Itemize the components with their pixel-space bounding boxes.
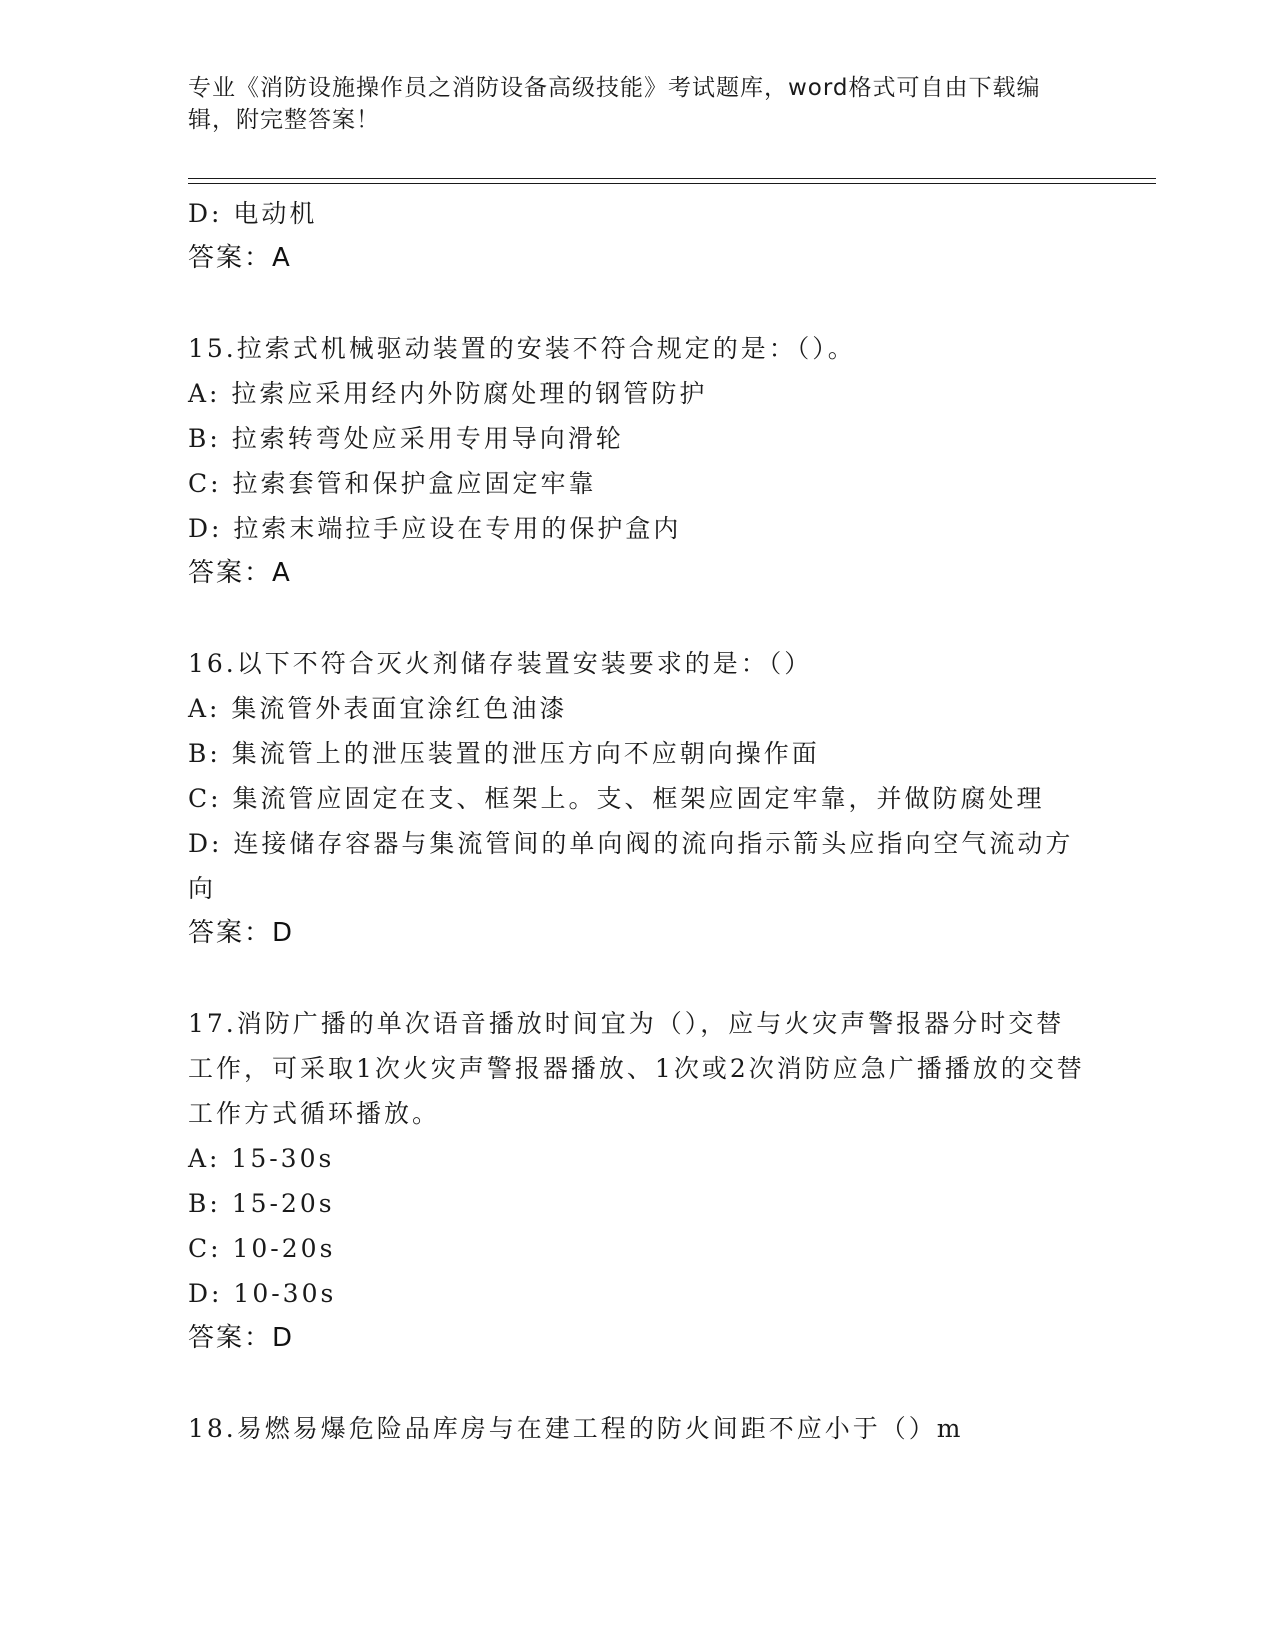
option-d: D: 10-30s: [188, 1279, 337, 1308]
answer-label: 答案：D: [188, 918, 295, 948]
option-c: C: 集流管应固定在支、框架上。支、框架应固定牢靠，并做防腐处理: [188, 784, 1045, 813]
option-a: A: 拉索应采用经内外防腐处理的钢管防护: [188, 379, 708, 408]
question-stem: 18.易燃易爆危险品库房与在建工程的防火间距不应小于（）m: [188, 1414, 964, 1443]
option-a: A: 集流管外表面宜涂红色油漆: [188, 694, 568, 723]
question-stem: 15.拉索式机械驱动装置的安装不符合规定的是：（）。: [188, 334, 856, 363]
option-b: B: 15-20s: [188, 1189, 335, 1218]
answer-label: 答案：A: [188, 558, 292, 588]
spacer: [188, 956, 1088, 1001]
question-content: [188, 191, 1088, 1451]
option-d: D: 拉索末端拉手应设在专用的保护盒内: [188, 514, 682, 543]
question-block-15: [188, 326, 1088, 596]
option-a: A: 15-30s: [188, 1144, 335, 1173]
answer-label: 答案：D: [188, 1323, 295, 1353]
question-block-16: [188, 641, 1088, 956]
spacer: [188, 1361, 1088, 1406]
option-c: C: 拉索套管和保护盒应固定牢靠: [188, 469, 597, 498]
document-header: [188, 72, 1088, 136]
spacer: [188, 281, 1088, 326]
continued-answer: 答案：A: [188, 243, 292, 273]
option-b: B: 集流管上的泄压装置的泄压方向不应朝向操作面: [188, 739, 820, 768]
header-divider-bottom: [188, 183, 1156, 184]
header-line-2: 辑，附完整答案！: [188, 107, 380, 133]
question-stem: 16.以下不符合灭火剂储存装置安装要求的是：（）: [188, 649, 813, 678]
continued-option-d: D: 电动机: [188, 199, 318, 228]
option-b: B: 拉索转弯处应采用专用导向滑轮: [188, 424, 624, 453]
option-c: C: 10-20s: [188, 1234, 336, 1263]
option-d: D: 连接储存容器与集流管间的单向阀的流向指示箭头应指向空气流动方向: [188, 829, 1074, 903]
question-block-17: [188, 1001, 1088, 1361]
header-line-1: 专业《消防设施操作员之消防设备高级技能》考试题库，word格式可自由下载编: [188, 75, 1041, 101]
question-block-18: [188, 1406, 1088, 1451]
question-stem: 17.消防广播的单次语音播放时间宜为（），应与火灾声警报器分时交替工作，可采取1次火灾声警报器播放、1次或2次消防应急广播播放的交替工作方式循环播放。: [188, 1009, 1085, 1128]
spacer: [188, 596, 1088, 641]
header-divider-top: [188, 178, 1156, 179]
